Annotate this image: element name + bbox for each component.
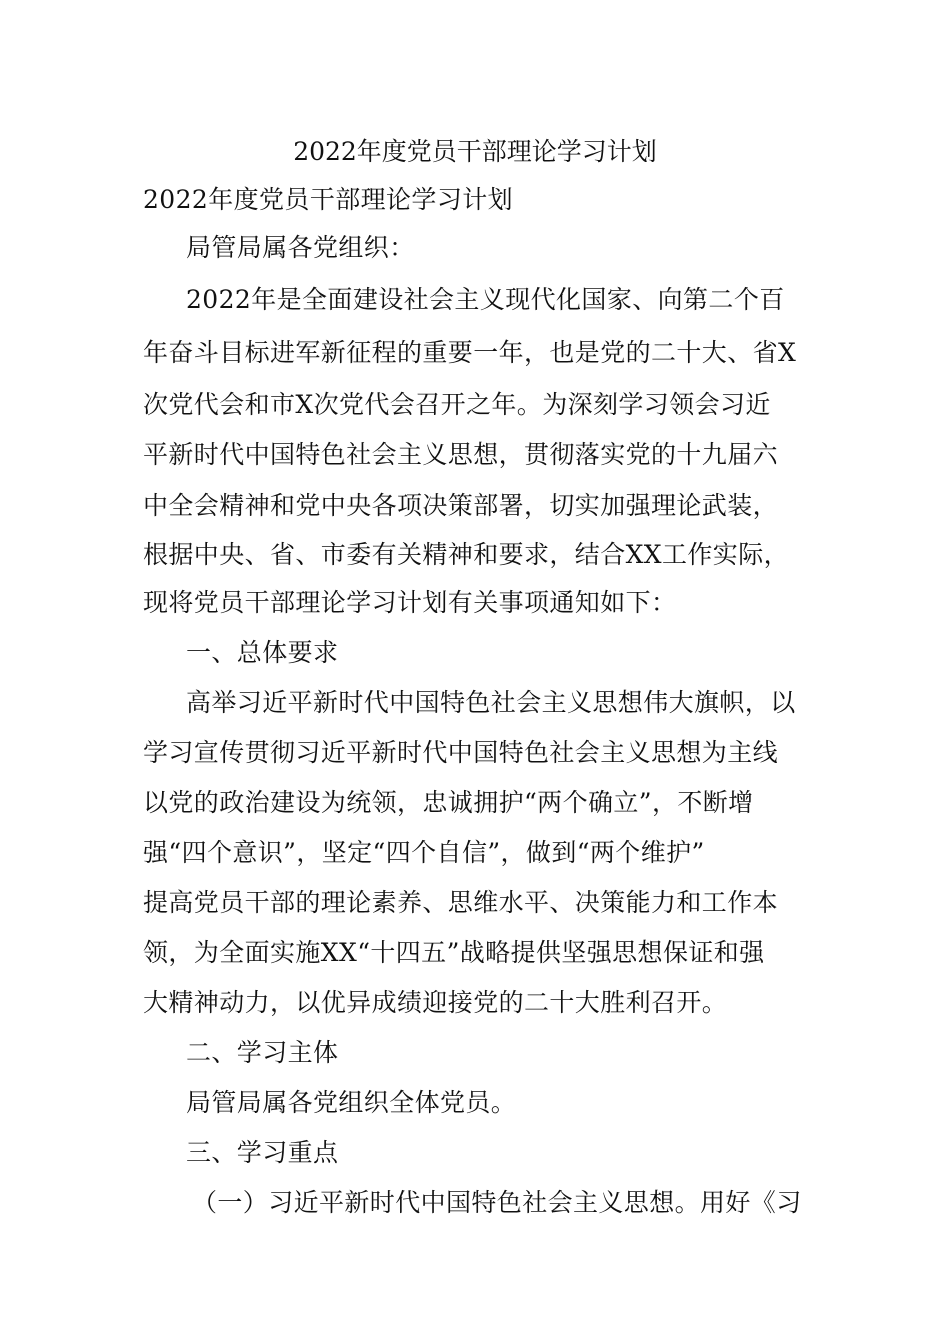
document-title: 2022年度党员干部理论学习计划 <box>293 137 657 166</box>
document-subtitle: 2022年度党员干部理论学习计划 <box>143 185 514 214</box>
paragraph-line: 学习宣传贯彻习近平新时代中国特色社会主义思想为主线 <box>143 738 779 767</box>
paragraph-line: 以党的政治建设为统领，忠诚拥护“两个确立”，不断增 <box>143 788 754 817</box>
paragraph-line: 平新时代中国特色社会主义思想，贯彻落实党的十九届六 <box>143 440 779 469</box>
section-heading: 二、学习主体 <box>186 1038 339 1067</box>
paragraph-line: 提高党员干部的理论素养、思维水平、决策能力和工作本 <box>143 888 779 917</box>
paragraph-line: 年奋斗目标进军新征程的重要一年，也是党的二十大、省X <box>143 338 797 367</box>
paragraph-line: 领，为全面实施XX“十四五”战略提供坚强思想保证和强 <box>143 938 765 967</box>
section-heading: 三、学习重点 <box>186 1138 339 1167</box>
paragraph-line: 次党代会和市X次党代会召开之年。为深刻学习领会习近 <box>143 390 771 419</box>
paragraph-line: 中全会精神和党中央各项决策部署，切实加强理论武装， <box>143 491 779 520</box>
paragraph-line: 现将党员干部理论学习计划有关事项通知如下： <box>143 588 677 617</box>
salutation: 局管局属各党组织： <box>186 233 415 262</box>
paragraph-line: 根据中央、省、市委有关精神和要求，结合XX工作实际， <box>143 540 789 569</box>
list-item: （一）习近平新时代中国特色社会主义思想。用好《习 <box>192 1188 802 1217</box>
paragraph-line: 局管局属各党组织全体党员。 <box>186 1088 517 1117</box>
paragraph-line: 高举习近平新时代中国特色社会主义思想伟大旗帜，以 <box>186 688 796 717</box>
section-heading: 一、总体要求 <box>186 638 339 667</box>
paragraph-line: 大精神动力，以优异成绩迎接党的二十大胜利召开。 <box>143 988 728 1017</box>
paragraph-line: 2022年是全面建设社会主义现代化国家、向第二个百 <box>186 285 785 314</box>
paragraph-line: 强“四个意识”，坚定“四个自信”，做到“两个维护” <box>143 838 705 867</box>
